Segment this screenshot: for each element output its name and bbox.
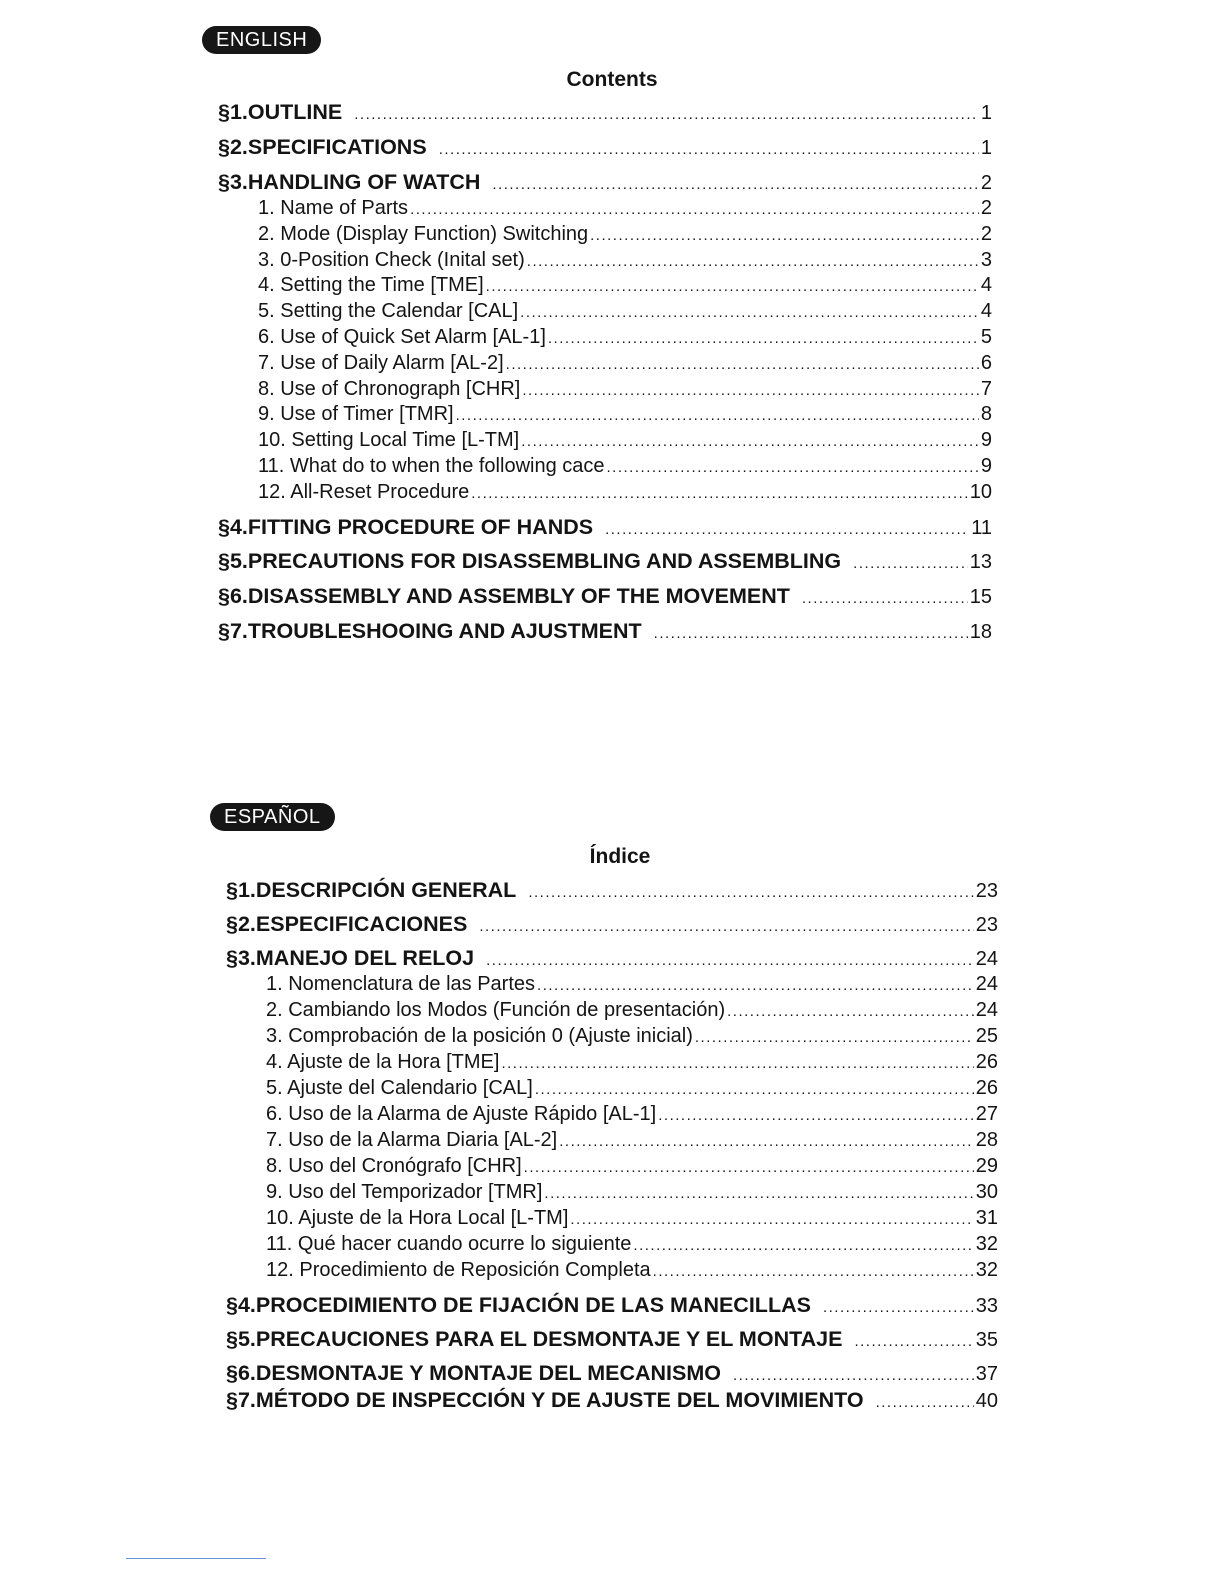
- subsection-title: 12. All-Reset Procedure: [258, 481, 470, 503]
- toc-entry-fijacion[interactable]: [226, 1293, 998, 1318]
- section-title: DESMONTAJE Y MONTAJE DEL MECANISMO: [255, 1361, 721, 1385]
- dot-leader: [524, 1159, 974, 1176]
- section-title: PRECAUTIONS FOR DISASSEMBLING AND ASSEMBLING: [247, 549, 842, 573]
- page-number: 23: [975, 880, 998, 902]
- section-title: SPECIFICATIONS: [247, 135, 427, 159]
- toc-entry-especificaciones[interactable]: [226, 912, 998, 937]
- page-number: 18: [969, 621, 992, 643]
- page-number: 37: [975, 1363, 998, 1385]
- espanol-badge: ESPAÑOL: [210, 803, 335, 831]
- section-number: §1.: [226, 878, 256, 902]
- subsection-title: 1. Name of Parts: [258, 197, 409, 219]
- subsection-title: 8. Use of Chronograph [CHR]: [258, 378, 521, 400]
- page-number: 26: [975, 1051, 998, 1073]
- page-number: 2: [980, 223, 992, 245]
- section-number: §1.: [218, 100, 248, 124]
- page-number: 24: [975, 948, 998, 970]
- section-number: §4.: [218, 515, 248, 539]
- page-number: 32: [975, 1233, 998, 1255]
- toc-subentry[interactable]: [226, 1025, 998, 1048]
- page-number: 25: [975, 1025, 998, 1047]
- subsection-title: 11. What do to when the following cace: [258, 455, 605, 477]
- page-number: 13: [969, 551, 992, 573]
- section-title: DESCRIPCIÓN GENERAL: [255, 878, 517, 902]
- page-number: 2: [980, 172, 992, 194]
- dot-leader: [633, 1237, 973, 1254]
- toc-subentry[interactable]: [226, 1103, 998, 1126]
- subsection-title: 8. Uso del Cronógrafo [CHR]: [266, 1155, 522, 1177]
- section-number: §3.: [226, 946, 256, 970]
- dot-leader: [653, 1263, 974, 1280]
- subsection-title: 12. Procedimiento de Reposición Completa: [266, 1259, 651, 1281]
- dot-leader: [486, 952, 974, 969]
- page-number: 1: [980, 102, 992, 124]
- toc-subentry[interactable]: [226, 1051, 998, 1074]
- section-title: MÉTODO DE INSPECCIÓN Y DE AJUSTE DEL MOVIMIENTO: [255, 1388, 864, 1412]
- page-number: 30: [975, 1181, 998, 1203]
- subsection-title: 10. Ajuste de la Hora Local [L-TM]: [266, 1207, 569, 1229]
- section-number: §5.: [226, 1327, 256, 1351]
- dot-leader: [658, 1107, 974, 1124]
- page-number: 40: [975, 1390, 998, 1412]
- section-title: DISASSEMBLY AND ASSEMBLY OF THE MOVEMENT: [247, 584, 790, 608]
- dot-leader: [559, 1133, 974, 1150]
- subsection-title: 11. Qué hacer cuando ocurre lo siguiente: [266, 1233, 632, 1255]
- dot-leader: [823, 1299, 974, 1316]
- section-title: PROCEDIMIENTO DE FIJACIÓN DE LAS MANECILLAS: [255, 1293, 811, 1317]
- page-number: 4: [980, 300, 992, 322]
- toc-subentry[interactable]: [226, 1259, 998, 1282]
- subsection-title: 7. Uso de la Alarma Diaria [AL-2]: [266, 1129, 558, 1151]
- page-number: 29: [975, 1155, 998, 1177]
- bottom-rule: [126, 1558, 266, 1559]
- page-number: 27: [975, 1103, 998, 1125]
- page-number: 8: [980, 403, 992, 425]
- subsection-title: 9. Use of Timer [TMR]: [258, 403, 454, 425]
- subsection-title: 2. Cambiando los Modos (Función de presentación): [266, 999, 726, 1021]
- dot-leader: [537, 977, 974, 994]
- toc-entry-desmontaje[interactable]: [226, 1361, 998, 1386]
- subsection-title: 6. Uso de la Alarma de Ajuste Rápido [AL-1]: [266, 1103, 657, 1125]
- section-number: §3.: [218, 170, 248, 194]
- dot-leader: [570, 1211, 973, 1228]
- toc-subentry[interactable]: [226, 1207, 998, 1230]
- page-number: 9: [980, 455, 992, 477]
- dot-leader: [695, 1029, 974, 1046]
- toc-subentry[interactable]: [226, 1077, 998, 1100]
- page-number: 2: [980, 197, 992, 219]
- indice-heading: Índice: [589, 845, 651, 868]
- toc-entry-precauciones[interactable]: [226, 1327, 998, 1352]
- toc-entry-metodo[interactable]: [226, 1388, 998, 1413]
- subsection-title: 5. Setting the Calendar [CAL]: [258, 300, 519, 322]
- dot-leader: [733, 1367, 974, 1384]
- page-number: 11: [971, 517, 992, 539]
- subsection-title: 2. Mode (Display Function) Switching: [258, 223, 589, 245]
- subsection-title: 4. Ajuste de la Hora [TME]: [266, 1051, 500, 1073]
- toc-subentry[interactable]: [226, 1129, 998, 1152]
- section-number: §6.: [218, 584, 248, 608]
- page-number: 10: [969, 481, 992, 503]
- page-number: 33: [975, 1295, 998, 1317]
- subsection-title: 4. Setting the Time [TME]: [258, 274, 484, 296]
- page-number: 3: [980, 249, 992, 271]
- page-number: 32: [975, 1259, 998, 1281]
- page-number: 31: [975, 1207, 998, 1229]
- toc-entry-manejo[interactable]: [226, 946, 998, 971]
- page-number: 35: [975, 1329, 998, 1351]
- dot-leader: [479, 918, 973, 935]
- dot-leader: [501, 1055, 973, 1072]
- subsection-title: 10. Setting Local Time [L-TM]: [258, 429, 520, 451]
- page-number: 26: [975, 1077, 998, 1099]
- page-number: 9: [980, 429, 992, 451]
- subsection-title: 6. Use of Quick Set Alarm [AL-1]: [258, 326, 546, 348]
- toc-subentry[interactable]: [226, 973, 998, 996]
- section-title: TROUBLESHOOING AND AJUSTMENT: [247, 619, 642, 643]
- section-number: §2.: [226, 912, 256, 936]
- page-number: 5: [980, 326, 992, 348]
- toc-subentry[interactable]: [226, 999, 998, 1022]
- section-number: §2.: [218, 135, 248, 159]
- page-number: 7: [980, 378, 992, 400]
- subsection-title: 5. Ajuste del Calendario [CAL]: [266, 1077, 533, 1099]
- page-number: 28: [975, 1129, 998, 1151]
- subsection-title: 9. Uso del Temporizador [TMR]: [266, 1181, 543, 1203]
- toc-subentry[interactable]: [226, 1233, 998, 1256]
- section-number: §6.: [226, 1361, 256, 1385]
- page-number: 4: [980, 274, 992, 296]
- page-number: 6: [980, 352, 992, 374]
- subsection-title: 3. 0-Position Check (Inital set): [258, 249, 525, 271]
- section-number: §7.: [226, 1388, 256, 1412]
- dot-leader: [535, 1081, 974, 1098]
- page-number: 23: [975, 914, 998, 936]
- dot-leader: [876, 1394, 974, 1411]
- dot-leader: [727, 1003, 974, 1020]
- dot-leader: [544, 1185, 973, 1202]
- section-title: FITTING PROCEDURE OF HANDS: [247, 515, 594, 539]
- page-number: 1: [980, 137, 992, 159]
- page-number: 24: [975, 999, 998, 1021]
- section-title: PRECAUCIONES PARA EL DESMONTAJE Y EL MONTAJE: [255, 1327, 843, 1351]
- section-number: §4.: [226, 1293, 256, 1317]
- toc-subentry[interactable]: [226, 1181, 998, 1204]
- toc-entry-descripcion[interactable]: [226, 878, 998, 903]
- page-number: 24: [975, 973, 998, 995]
- toc-subentry[interactable]: [226, 1155, 998, 1178]
- section-title: OUTLINE: [247, 100, 343, 124]
- section-number: §7.: [218, 619, 248, 643]
- espanol-toc: [226, 0, 998, 1420]
- page-number: 15: [969, 586, 992, 608]
- contents-heading: Contents: [566, 68, 658, 91]
- section-title: MANEJO DEL RELOJ: [255, 946, 475, 970]
- subsection-title: 7. Use of Daily Alarm [AL-2]: [258, 352, 504, 374]
- dot-leader: [528, 884, 973, 901]
- section-title: ESPECIFICACIONES: [255, 912, 468, 936]
- section-number: §5.: [218, 549, 248, 573]
- english-badge: ENGLISH: [202, 26, 321, 54]
- subsection-title: 3. Comprobación de la posición 0 (Ajuste inicial): [266, 1025, 693, 1047]
- subsection-title: 1. Nomenclatura de las Partes: [266, 973, 536, 995]
- section-title: HANDLING OF WATCH: [247, 170, 481, 194]
- dot-leader: [854, 1333, 973, 1350]
